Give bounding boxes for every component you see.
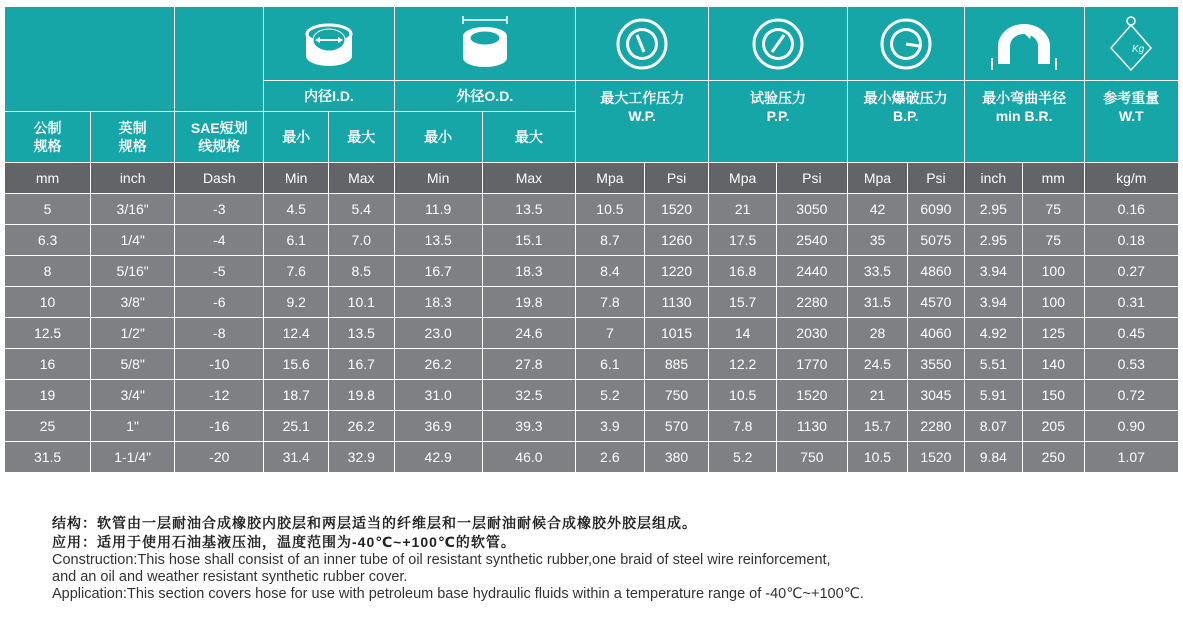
table-row (5, 349, 1179, 380)
group-label-od: 外径O.D. (394, 81, 575, 112)
table-cell: 13.5 (328, 318, 394, 349)
construction-note-en-1: Construction:This hose shall consist of an inner tube of oil resistant synthetic rubber,one braid of steel wire reinforcement, (52, 552, 831, 568)
table-cell: 2.6 (576, 442, 645, 473)
table-cell: 1520 (908, 442, 964, 473)
table-cell: 21 (709, 194, 777, 225)
table-row (5, 318, 1179, 349)
table-cell: 380 (644, 442, 709, 473)
table-cell: 0.90 (1084, 411, 1178, 442)
table-cell: 3550 (908, 349, 964, 380)
table-cell: 7.6 (264, 256, 329, 287)
table-cell: 16.7 (328, 349, 394, 380)
table-cell: 0.45 (1084, 318, 1178, 349)
group-label-wt: 参考重量 W.T (1084, 81, 1178, 163)
unit-cell: Max (482, 163, 575, 194)
table-cell: 3/16" (91, 194, 175, 225)
table-cell: 2.95 (964, 194, 1022, 225)
table-cell: 125 (1023, 318, 1085, 349)
table-cell: 5.2 (709, 442, 777, 473)
table-cell: 14 (709, 318, 777, 349)
unit-cell: Mpa (847, 163, 907, 194)
table-cell: 7.0 (328, 225, 394, 256)
group-label-wp: 最大工作压力 W.P. (576, 81, 709, 163)
notes-section (52, 514, 1172, 603)
table-cell: 1770 (777, 349, 848, 380)
table-cell: 4060 (908, 318, 964, 349)
table-cell: 570 (644, 411, 709, 442)
table-cell: 7.8 (576, 287, 645, 318)
table-cell: 13.5 (482, 194, 575, 225)
table-cell: 1260 (644, 225, 709, 256)
table-cell: 3/8" (91, 287, 175, 318)
table-cell: 46.0 (482, 442, 575, 473)
table-cell: 28 (847, 318, 907, 349)
table-cell: 10.5 (847, 442, 907, 473)
table-row (5, 256, 1179, 287)
application-note-cn: 应用：适用于使用石油基液压油，温度范围为-40℃~+100℃的软管。 (52, 534, 516, 550)
table-cell: 5075 (908, 225, 964, 256)
structure-note-cn: 结构：软管由一层耐油合成橡胶内胶层和两层适当的纤维层和一层耐油耐候合成橡胶外胶层组成。 (52, 515, 697, 531)
table-cell: 3045 (908, 380, 964, 411)
table-cell: 16.8 (709, 256, 777, 287)
table-cell: 5/16" (91, 256, 175, 287)
table-cell: 9.84 (964, 442, 1022, 473)
table-cell: 75 (1023, 225, 1085, 256)
table-cell: -20 (175, 442, 264, 473)
header-imperial-size: 英制 规格 (91, 112, 175, 163)
unit-cell: Dash (175, 163, 264, 194)
table-cell: 8 (5, 256, 91, 287)
table-cell: 0.27 (1084, 256, 1178, 287)
table-cell: 0.72 (1084, 380, 1178, 411)
table-cell: 10.5 (576, 194, 645, 225)
table-cell: 36.9 (394, 411, 482, 442)
table-cell: 33.5 (847, 256, 907, 287)
table-cell: -16 (175, 411, 264, 442)
table-cell: 13.5 (394, 225, 482, 256)
header-sae-dash-size: SAE短划 线规格 (175, 112, 264, 163)
table-cell: 10.1 (328, 287, 394, 318)
table-cell: 885 (644, 349, 709, 380)
unit-cell: inch (91, 163, 175, 194)
table-row (5, 225, 1179, 256)
table-cell: 32.5 (482, 380, 575, 411)
table-cell: 1220 (644, 256, 709, 287)
unit-cell: inch (964, 163, 1022, 194)
table-cell: 18.3 (482, 256, 575, 287)
table-row (5, 380, 1179, 411)
table-cell: 42.9 (394, 442, 482, 473)
table-cell: 250 (1023, 442, 1085, 473)
table-cell: 12.4 (264, 318, 329, 349)
table-cell: 2030 (777, 318, 848, 349)
table-cell: 15.7 (847, 411, 907, 442)
table-cell: 150 (1023, 380, 1085, 411)
table-cell: 0.31 (1084, 287, 1178, 318)
construction-note-en-2: and an oil and weather resistant synthetic rubber cover. (52, 569, 408, 585)
table-cell: 7 (576, 318, 645, 349)
table-cell: 15.7 (709, 287, 777, 318)
header-id-max: 最大 (328, 112, 394, 163)
table-cell: 31.5 (847, 287, 907, 318)
table-cell: -3 (175, 194, 264, 225)
table-cell: 24.5 (847, 349, 907, 380)
unit-cell: Mpa (576, 163, 645, 194)
table-cell: 205 (1023, 411, 1085, 442)
table-cell: 1-1/4" (91, 442, 175, 473)
table-cell: 8.4 (576, 256, 645, 287)
table-cell: 26.2 (394, 349, 482, 380)
table-cell: 23.0 (394, 318, 482, 349)
table-cell: 19.8 (328, 380, 394, 411)
table-cell: 100 (1023, 287, 1085, 318)
group-label-id: 内径I.D. (264, 81, 394, 112)
table-cell: 0.53 (1084, 349, 1178, 380)
table-cell: 10 (5, 287, 91, 318)
table-cell: 5/8" (91, 349, 175, 380)
table-cell: 4570 (908, 287, 964, 318)
table-cell: 5.2 (576, 380, 645, 411)
table-cell: 39.3 (482, 411, 575, 442)
table-cell: 8.7 (576, 225, 645, 256)
hose-spec-table (4, 6, 1179, 473)
unit-cell: Psi (644, 163, 709, 194)
table-cell: -6 (175, 287, 264, 318)
table-cell: 3.9 (576, 411, 645, 442)
table-cell: -10 (175, 349, 264, 380)
table-cell: 2280 (908, 411, 964, 442)
table-cell: 4860 (908, 256, 964, 287)
table-cell: 6.1 (264, 225, 329, 256)
table-cell: 10.5 (709, 380, 777, 411)
group-label-bp: 最小爆破压力 B.P. (847, 81, 964, 163)
unit-cell: Psi (908, 163, 964, 194)
table-cell: 1520 (777, 380, 848, 411)
table-cell: 1.07 (1084, 442, 1178, 473)
table-cell: -12 (175, 380, 264, 411)
table-cell: 9.2 (264, 287, 329, 318)
unit-cell: mm (1023, 163, 1085, 194)
units-row (5, 163, 1179, 194)
table-cell: 0.18 (1084, 225, 1178, 256)
table-cell: 3.94 (964, 256, 1022, 287)
header-od-min: 最小 (394, 112, 482, 163)
table-cell: -4 (175, 225, 264, 256)
table-cell: 5.4 (328, 194, 394, 225)
unit-cell: mm (5, 163, 91, 194)
test-gauge-icon (709, 7, 847, 81)
table-cell: 3.94 (964, 287, 1022, 318)
table-cell: 26.2 (328, 411, 394, 442)
table-cell: -8 (175, 318, 264, 349)
table-cell: 3050 (777, 194, 848, 225)
table-cell: 31.5 (5, 442, 91, 473)
table-cell: 2.95 (964, 225, 1022, 256)
table-cell: 17.5 (709, 225, 777, 256)
table-cell: 2280 (777, 287, 848, 318)
unit-cell: Mpa (709, 163, 777, 194)
table-cell: 15.6 (264, 349, 329, 380)
header-od-max: 最大 (482, 112, 575, 163)
table-cell: 16 (5, 349, 91, 380)
table-cell: 16.7 (394, 256, 482, 287)
table-cell: 75 (1023, 194, 1085, 225)
table-cell: 18.3 (394, 287, 482, 318)
table-cell: 8.5 (328, 256, 394, 287)
table-cell: 1/2" (91, 318, 175, 349)
table-cell: 24.6 (482, 318, 575, 349)
table-body (5, 194, 1179, 473)
table-cell: 1520 (644, 194, 709, 225)
table-cell: 25 (5, 411, 91, 442)
group-label-br: 最小弯曲半径 min B.R. (964, 81, 1084, 163)
blank-header-cell (175, 7, 264, 112)
burst-gauge-icon (847, 7, 964, 81)
table-cell: 1130 (644, 287, 709, 318)
group-label-pp: 试验压力 P.P. (709, 81, 847, 163)
table-cell: 12.5 (5, 318, 91, 349)
table-cell: 2540 (777, 225, 848, 256)
table-cell: 18.7 (264, 380, 329, 411)
table-cell: -5 (175, 256, 264, 287)
table-cell: 35 (847, 225, 907, 256)
weight-icon (1084, 7, 1178, 81)
header-id-min: 最小 (264, 112, 329, 163)
table-cell: 5 (5, 194, 91, 225)
table-cell: 19 (5, 380, 91, 411)
header-metric-size: 公制 规格 (5, 112, 91, 163)
table-row (5, 194, 1179, 225)
table-cell: 2440 (777, 256, 848, 287)
table-cell: 1" (91, 411, 175, 442)
table-cell: 1015 (644, 318, 709, 349)
unit-cell: Min (394, 163, 482, 194)
table-cell: 5.91 (964, 380, 1022, 411)
table-cell: 3/4" (91, 380, 175, 411)
unit-cell: Max (328, 163, 394, 194)
table-cell: 25.1 (264, 411, 329, 442)
table-cell: 1130 (777, 411, 848, 442)
blank-header-cell (5, 7, 175, 112)
table-cell: 6.1 (576, 349, 645, 380)
table-cell: 140 (1023, 349, 1085, 380)
table-cell: 750 (644, 380, 709, 411)
table-row (5, 411, 1179, 442)
table-cell: 27.8 (482, 349, 575, 380)
table-cell: 31.0 (394, 380, 482, 411)
table-cell: 42 (847, 194, 907, 225)
unit-cell: Psi (777, 163, 848, 194)
table-cell: 12.2 (709, 349, 777, 380)
table-cell: 11.9 (394, 194, 482, 225)
table-cell: 21 (847, 380, 907, 411)
table-cell: 19.8 (482, 287, 575, 318)
bend-radius-icon (964, 7, 1084, 81)
unit-cell: kg/m (1084, 163, 1178, 194)
weight-icon-label: Kg (1132, 43, 1145, 55)
table-cell: 1/4" (91, 225, 175, 256)
table-cell: 4.92 (964, 318, 1022, 349)
table-cell: 31.4 (264, 442, 329, 473)
table-cell: 0.16 (1084, 194, 1178, 225)
table-cell: 8.07 (964, 411, 1022, 442)
application-note-en: Application:This section covers hose for use with petroleum base hydraulic fluids within a temperature range of -40℃~+100℃. (52, 586, 864, 602)
table-cell: 6090 (908, 194, 964, 225)
table-cell: 7.8 (709, 411, 777, 442)
outer-diameter-icon (394, 7, 575, 81)
table-row (5, 287, 1179, 318)
table-cell: 750 (777, 442, 848, 473)
table-cell: 6.3 (5, 225, 91, 256)
unit-cell: Min (264, 163, 329, 194)
table-row (5, 442, 1179, 473)
pressure-gauge-icon (576, 7, 709, 81)
table-cell: 100 (1023, 256, 1085, 287)
inner-diameter-icon (264, 7, 394, 81)
table-cell: 4.5 (264, 194, 329, 225)
table-cell: 32.9 (328, 442, 394, 473)
table-cell: 5.51 (964, 349, 1022, 380)
table-cell: 15.1 (482, 225, 575, 256)
